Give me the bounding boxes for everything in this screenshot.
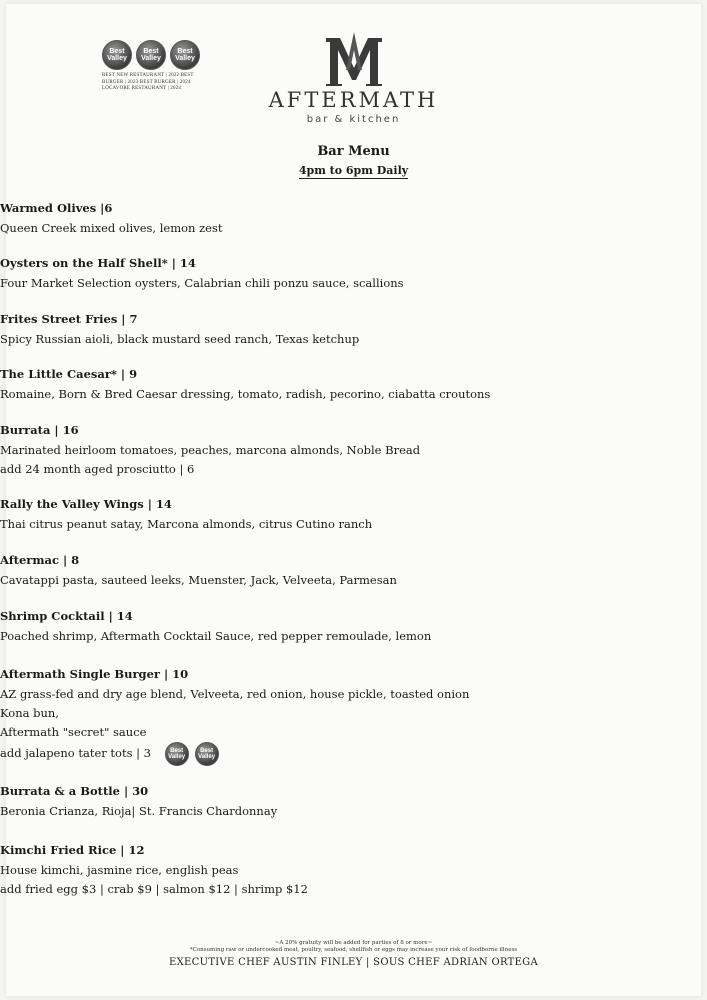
menu-item xyxy=(0,256,707,293)
menu-hours xyxy=(0,164,707,177)
item-name: Burrata | 16 xyxy=(0,423,79,437)
item-description: Four Market Selection oysters, Calabrian chili ponzu sauce, scallions xyxy=(0,276,404,290)
menu-item xyxy=(0,667,707,766)
menu-item xyxy=(0,201,707,238)
item-description-line: Aftermath "secret" sauce xyxy=(0,725,147,739)
best-of-valley-badge: Best Valley xyxy=(170,40,200,70)
item-name: Aftermath Single Burger | 10 xyxy=(0,667,189,681)
item-name: Burrata & a Bottle | 30 xyxy=(0,784,149,798)
item-name: Kimchi Fried Rice | 12 xyxy=(0,843,145,857)
item-description: Romaine, Born & Bred Caesar dressing, tomato, radish, pecorino, ciabatta croutons xyxy=(0,387,491,401)
item-description: Spicy Russian aioli, black mustard seed ranch, Texas ketchup xyxy=(0,332,360,346)
burger-award-badges xyxy=(165,742,219,766)
item-description-line: Kona bun, xyxy=(0,706,59,720)
menu-item xyxy=(0,609,707,646)
item-description: Poached shrimp, Aftermath Cocktail Sauce, red pepper remoulade, lemon xyxy=(0,629,432,643)
item-name: Oysters on the Half Shell* | 14 xyxy=(0,256,196,270)
item-name: Aftermac | 8 xyxy=(0,553,80,567)
item-description: Cavatappi pasta, sauteed leeks, Muenster, Jack, Velveeta, Parmesan xyxy=(0,573,397,587)
menu-footer xyxy=(0,940,707,968)
menu-item xyxy=(0,423,707,479)
item-name: Rally the Valley Wings | 14 xyxy=(0,497,172,511)
restaurant-subtitle: bar & kitchen xyxy=(306,114,401,125)
menu-item xyxy=(0,312,707,349)
menu-item xyxy=(0,367,707,404)
awards-caption: BEST NEW RESTAURANT | 2022 BEST BURGER | 2023 BEST BURGER | 2024 LOCAVORE RESTAURANT | 2024 xyxy=(102,73,194,91)
aftermath-monogram-icon xyxy=(324,30,384,86)
chef-credits: EXECUTIVE CHEF AUSTIN FINLEY | SOUS CHEF ADRIAN ORTEGA xyxy=(169,957,538,968)
item-description: Queen Creek mixed olives, lemon zest xyxy=(0,221,223,235)
gratuity-note: ~A 20% gratuity will be added for parties of 8 or more~ xyxy=(274,940,433,946)
best-of-valley-badge: Best Valley xyxy=(195,742,219,766)
restaurant-logo xyxy=(0,30,707,125)
item-addon: add jalapeno tater tots | 3 xyxy=(0,746,151,760)
item-name: Shrimp Cocktail | 14 xyxy=(0,609,133,623)
item-name: The Little Caesar* | 9 xyxy=(0,367,138,381)
best-of-valley-badge: Best Valley xyxy=(102,40,132,70)
item-description: Thai citrus peanut satay, Marcona almonds, citrus Cutino ranch xyxy=(0,517,373,531)
item-name: Frites Street Fries | 7 xyxy=(0,312,138,326)
menu-item xyxy=(0,553,707,590)
menu-hours-text: 4pm to 6pm Daily xyxy=(298,164,409,177)
menu-title: Bar Menu xyxy=(317,144,390,159)
item-addon: add fried egg $3 | crab $9 | salmon $12 | shrimp $12 xyxy=(0,882,308,896)
restaurant-name: AFTERMATH xyxy=(268,88,439,112)
menu-item xyxy=(0,784,707,821)
best-of-valley-badge: Best Valley xyxy=(165,742,189,766)
consumer-advisory: *Consuming raw or undercooked meat, poultry, seafood, shellfish or eggs may increase your risk of foodborne illness xyxy=(189,947,518,953)
item-addon: add 24 month aged prosciutto | 6 xyxy=(0,462,195,476)
item-addon-row xyxy=(0,742,707,766)
item-description: Marinated heirloom tomatoes, peaches, marcona almonds, Noble Bread xyxy=(0,443,421,457)
menu-item xyxy=(0,497,707,534)
best-of-valley-badge: Best Valley xyxy=(136,40,166,70)
menu-item xyxy=(0,843,707,899)
item-description: AZ grass-fed and dry age blend, Velveeta, red onion, house pickle, toasted onion xyxy=(0,687,470,701)
item-name: Warmed Olives |6 xyxy=(0,201,113,215)
item-description: House kimchi, jasmine rice, english peas xyxy=(0,863,239,877)
item-description: Beronia Crianza, Rioja| St. Francis Chardonnay xyxy=(0,804,278,818)
